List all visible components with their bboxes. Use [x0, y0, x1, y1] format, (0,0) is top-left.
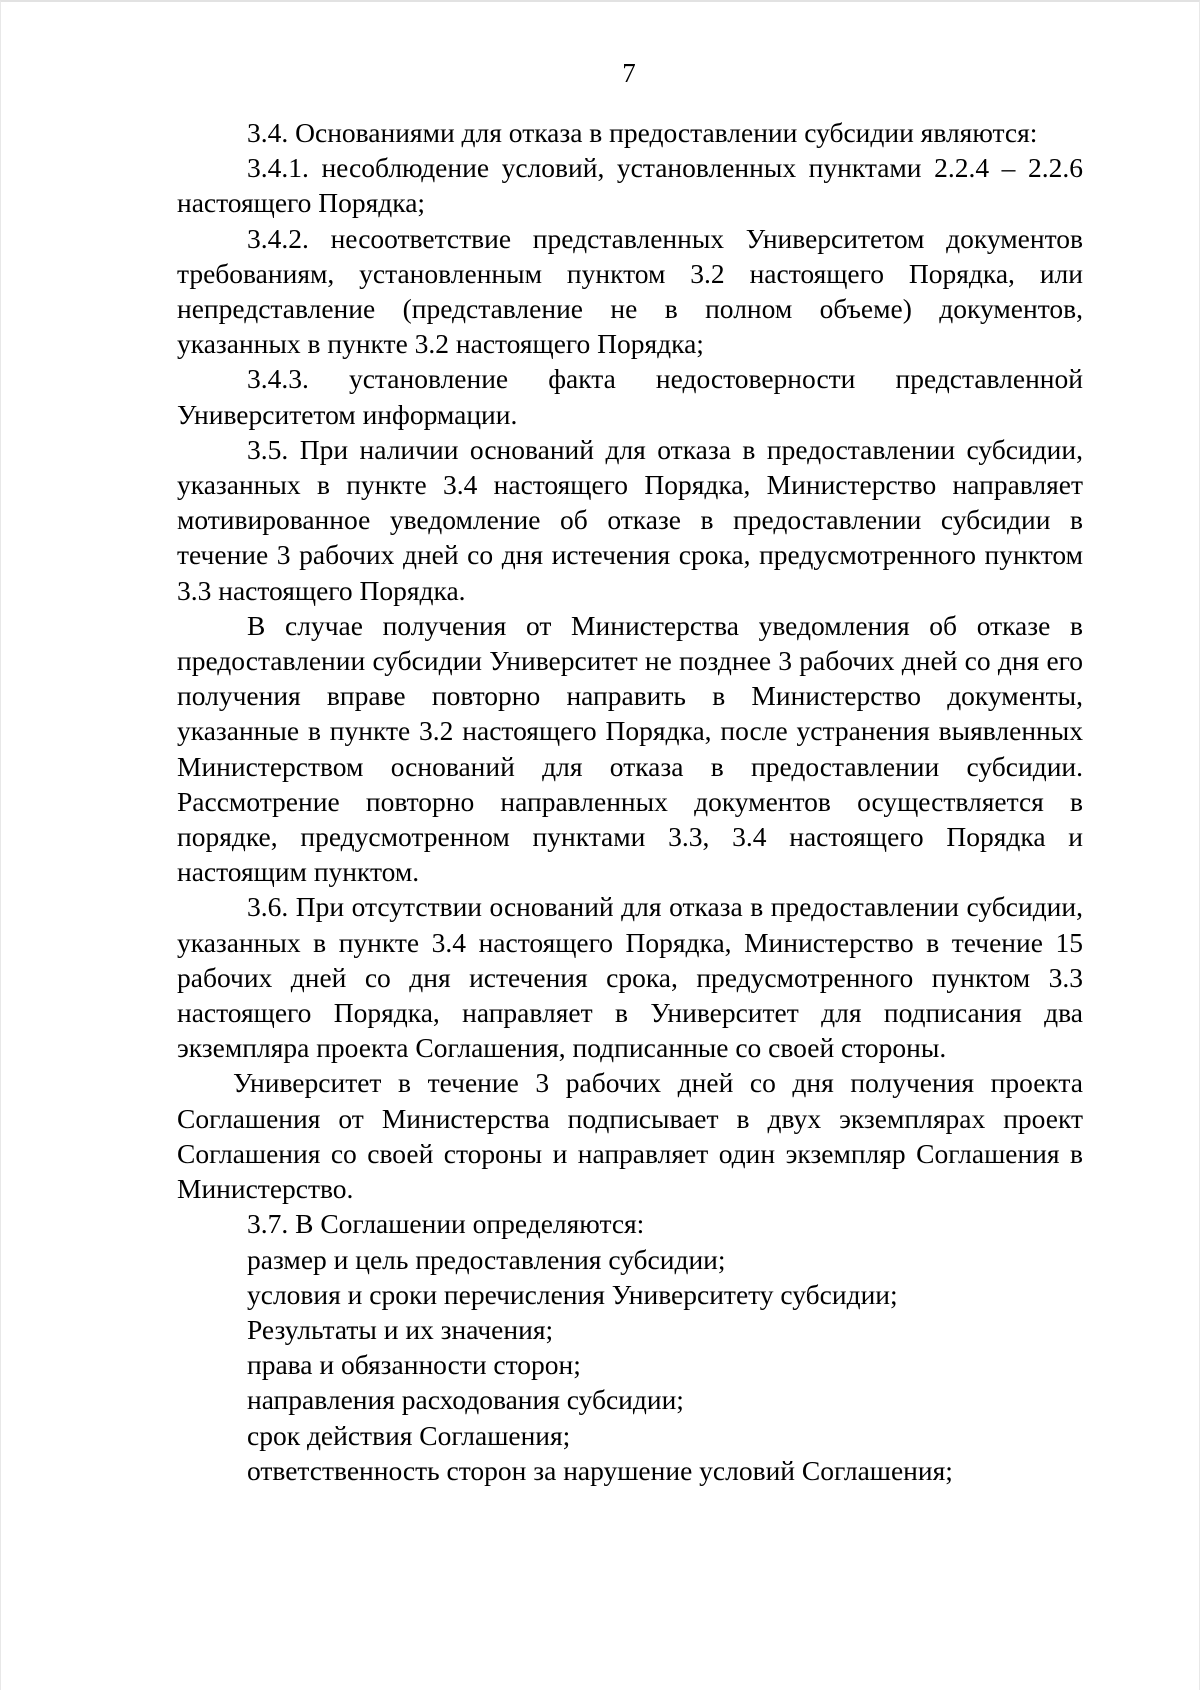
page-number: 7 — [622, 58, 636, 88]
list-item: права и обязанности сторон; — [247, 1349, 581, 1381]
paragraph-3-5: 3.5. При наличии оснований для отказа в предоставлении субсидии, указанных в пункте 3.4 настоящего Порядка, Министерство направляет мотивированное уведомление об отказе в предоставлении субсидии в течение 3 рабочих дней со дня истечения срока, предусмотренного пунктом 3.3 настоящего Порядка. — [177, 433, 1083, 606]
list-item: ответственность сторон за нарушение условий Соглашения; — [247, 1454, 953, 1486]
paragraph-3-4-3: 3.4.3. установление факта недостоверности представленной Университетом информации. — [177, 363, 1083, 430]
paragraph-3-4-2: 3.4.2. несоответствие представленных Университетом документов требованиям, установленным пунктом 3.2 настоящего Порядка, или непредставление (представление не в полном объеме) документов, указанных в пункте 3.2 настоящего Порядка; — [177, 222, 1083, 360]
list-item: срок действия Соглашения; — [247, 1419, 571, 1451]
paragraph-3-6-signing: Университет в течение 3 рабочих дней со дня получения проекта Соглашения от Министерства подписывает в двух экземплярах проект Соглашения со своей стороны и направляет один экземпляр Соглашения в Министерство. — [177, 1067, 1083, 1205]
document-body — [177, 115, 1083, 1488]
paragraph-3-4: 3.4. Основаниями для отказа в предоставлении субсидии являются: — [247, 117, 1038, 148]
list-item: условия и сроки перечисления Университету субсидии; — [247, 1278, 898, 1310]
paragraph-3-5-repeat: В случае получения от Министерства уведомления об отказе в предоставлении субсидии Университет не позднее 3 рабочих дней со дня его получения вправе повторно направить в Министерство документы, указанные в пункте 3.2 настоящего Порядка, после устранения выявленных Министерством оснований для отказа в предоставлении субсидии. Рассмотрение повторно направленных документов осуществляется в порядке, предусмотренном пунктами 3.3, 3.4 настоящего Порядка и настоящим пунктом. — [177, 609, 1083, 888]
paragraph-3-6: 3.6. При отсутствии оснований для отказа в предоставлении субсидии, указанных в пункте 3.4 настоящего Порядка, Министерство в течение 15 рабочих дней со дня истечения срока, предусмотренного пунктом 3.3 настоящего Порядка, направляет в Университет для подписания два экземпляра проекта Соглашения, подписанные со своей стороны. — [177, 891, 1083, 1064]
list-item: направления расходования субсидии; — [247, 1384, 684, 1416]
list-item: Результаты и их значения; — [247, 1313, 554, 1345]
paragraph-3-4-1: 3.4.1. несоблюдение условий, установленных пунктами 2.2.4 – 2.2.6 настоящего Порядка; — [177, 152, 1083, 219]
list-item: размер и цель предоставления субсидии; — [247, 1243, 726, 1275]
paragraph-3-7: 3.7. В Соглашении определяются: — [247, 1208, 645, 1240]
